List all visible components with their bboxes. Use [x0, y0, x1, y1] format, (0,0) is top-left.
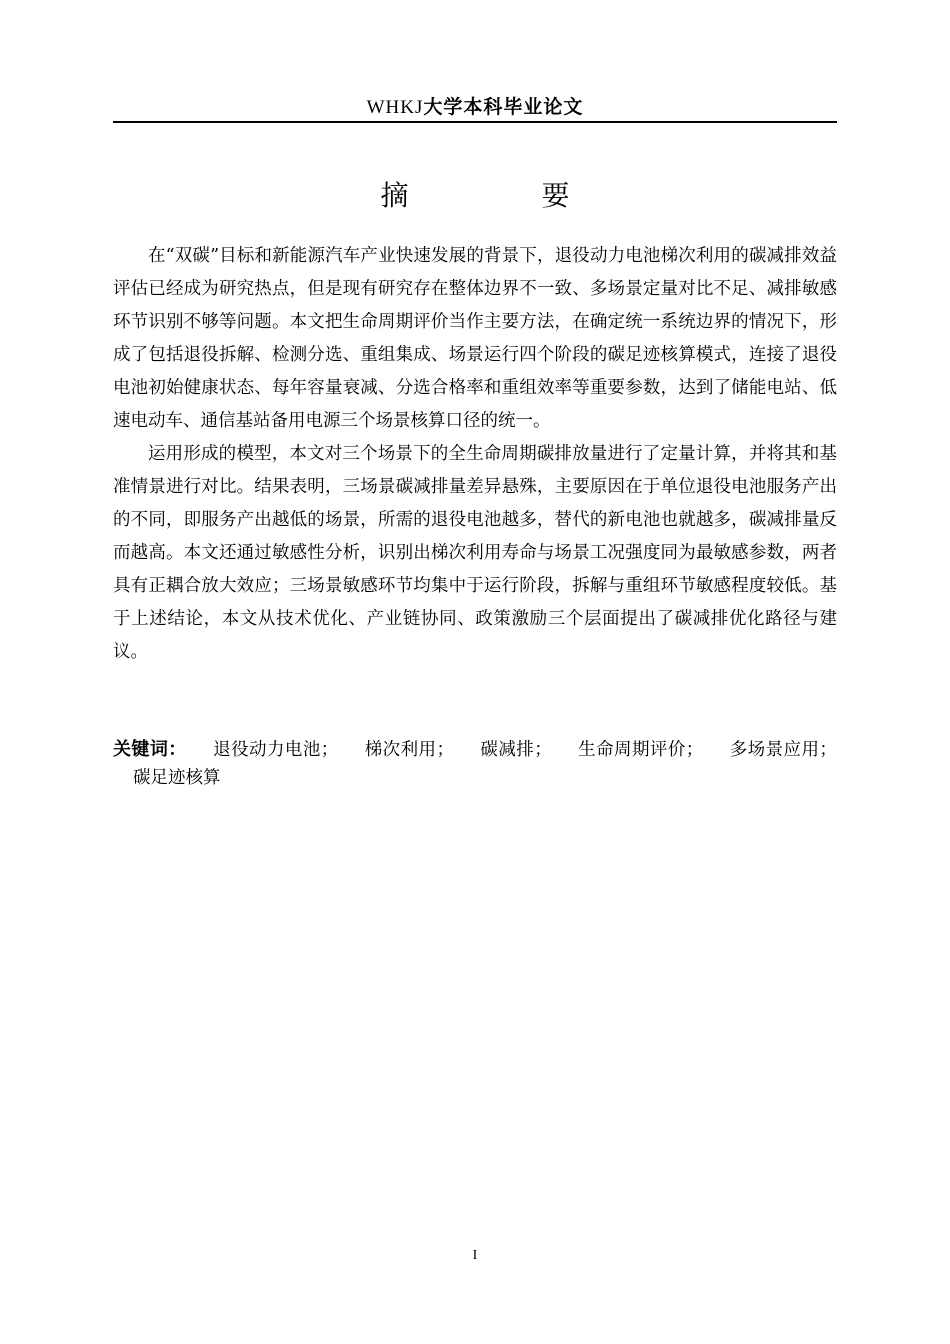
- keyword-item: 碳足迹核算: [133, 768, 221, 788]
- running-header: [113, 95, 837, 120]
- keywords-label: 关键词：: [113, 739, 187, 760]
- keyword-item: 碳减排；: [480, 740, 552, 760]
- abstract-paragraph: 运用形成的模型，本文对三个场景下的全生命周期碳排放量进行了定量计算，并将其和基准情景进行对比。结果表明，三场景碳减排量差异悬殊，主要原因在于单位退役电池服务产出的不同，即服务产出越低的场景，所需的退役电池越多，替代的新电池也就越多，碳减排量反而越高。本文还通过敏感性分析，识别出梯次利用寿命与场景工况强度同为最敏感参数，两者具有正耦合放大效应；三场景敏感环节均集中于运行阶段，拆解与重组环节敏感程度较低。基于上述结论，本文从技术优化、产业链协同、政策激励三个层面提出了碳减排优化路径与建议。: [113, 444, 837, 662]
- keyword-item: 梯次利用；: [364, 740, 454, 760]
- keyword-item: 多场景应用；: [729, 740, 837, 760]
- header-divider: [113, 121, 837, 123]
- abstract-title: 摘 要: [380, 179, 632, 212]
- keyword-item: 生命周期评价；: [577, 740, 704, 760]
- page-number: I: [472, 1248, 478, 1263]
- keywords-section: [113, 736, 837, 792]
- header-university-code: WHKJ: [366, 97, 424, 118]
- abstract-body: [113, 240, 837, 669]
- keyword-item: 退役动力电池；: [212, 740, 339, 760]
- header-thesis-label: 大学本科毕业论文: [423, 96, 584, 118]
- abstract-paragraph: 在“双碳”目标和新能源汽车产业快速发展的背景下，退役动力电池梯次利用的碳减排效益评估已经成为研究热点，但是现有研究存在整体边界不一致、多场景定量对比不足、减排敏感环节识别不够等问题。本文把生命周期评价当作主要方法，在确定统一系统边界的情况下，形成了包括退役拆解、检测分选、重组集成、场景运行四个阶段的碳足迹核算模式，连接了退役电池初始健康状态、每年容量衰减、分选合格率和重组效率等重要参数，达到了储能电站、低速电动车、通信基站备用电源三个场景核算口径的统一。: [113, 246, 837, 431]
